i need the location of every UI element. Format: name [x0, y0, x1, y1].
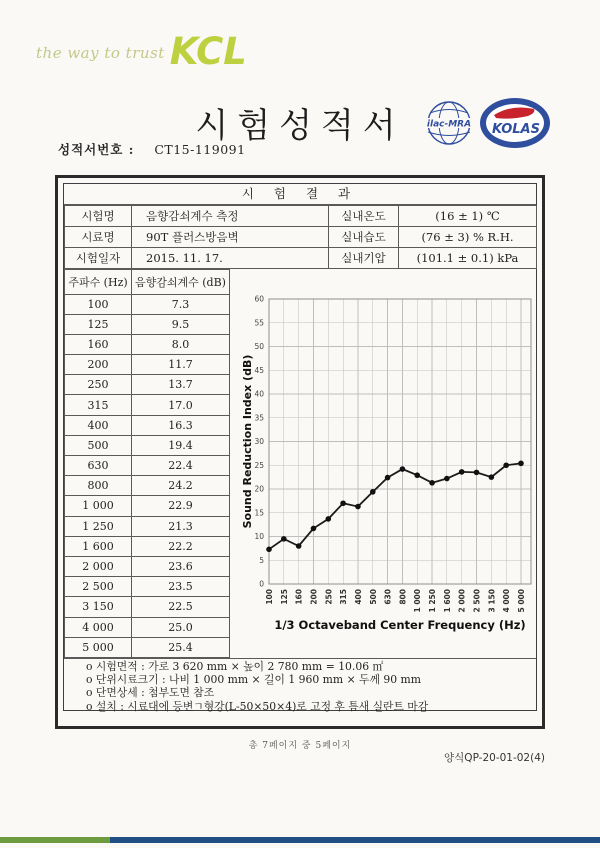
x-tick-label: 125: [279, 589, 289, 605]
freq-row: [65, 496, 230, 516]
result-table-title: 시 험 결 과: [64, 184, 536, 205]
info-label: 시험명: [65, 206, 132, 227]
y-tick-label: 10: [254, 532, 264, 542]
data-point: [325, 516, 331, 522]
freq-cell-hz: 400: [65, 415, 132, 435]
info-label: 시료명: [65, 227, 132, 248]
freq-cell-hz: 500: [65, 435, 132, 455]
info-value: 90T 플러스방음벽: [132, 227, 329, 248]
freq-row: [65, 516, 230, 536]
result-table: [63, 183, 537, 711]
x-tick-label: 200: [309, 589, 319, 605]
freq-cell-hz: 160: [65, 334, 132, 354]
data-point: [444, 476, 450, 482]
freq-cell-db: 22.2: [132, 536, 230, 556]
freq-cell-hz: 250: [65, 375, 132, 395]
data-point: [340, 500, 346, 506]
kcl-logo: [36, 30, 247, 73]
data-point: [296, 543, 302, 549]
x-tick-label: 630: [383, 589, 393, 605]
freq-cell-hz: 2 000: [65, 556, 132, 576]
freq-row: [65, 536, 230, 556]
freq-row: [65, 617, 230, 637]
y-tick-label: 40: [254, 389, 264, 399]
info-value: (76 ± 3) % R.H.: [399, 227, 537, 248]
freq-row: [65, 476, 230, 496]
data-point: [474, 470, 480, 476]
freq-row: [65, 637, 230, 657]
info-label: 실내습도: [329, 227, 399, 248]
info-label: 시험일자: [65, 248, 132, 269]
data-point: [281, 536, 287, 542]
freq-cell-hz: 315: [65, 395, 132, 415]
y-tick-label: 35: [254, 413, 264, 423]
data-point: [429, 480, 435, 486]
data-point: [400, 466, 406, 472]
freq-cell-db: 23.6: [132, 556, 230, 576]
data-point: [385, 475, 391, 481]
freq-row: [65, 415, 230, 435]
freq-cell-db: 19.4: [132, 435, 230, 455]
freq-cell-hz: 100: [65, 294, 132, 314]
y-tick-label: 50: [254, 342, 264, 352]
x-tick-label: 5 000: [517, 589, 526, 613]
freq-cell-hz: 800: [65, 476, 132, 496]
kolas-icon: [478, 96, 552, 150]
freq-cell-hz: 3 150: [65, 597, 132, 617]
info-value: 음향감쇠계수 측정: [132, 206, 329, 227]
test-info-table: [64, 205, 537, 269]
freq-cell-db: 8.0: [132, 334, 230, 354]
freq-row: [65, 314, 230, 334]
freq-cell-hz: 1 250: [65, 516, 132, 536]
data-point: [518, 461, 524, 467]
x-axis-title: 1/3 Octaveband Center Frequency (Hz): [274, 618, 526, 632]
freq-cell-hz: 200: [65, 355, 132, 375]
report-number-value: CT15-119091: [154, 142, 246, 157]
certification-badges: [424, 96, 552, 150]
freq-row: [65, 456, 230, 476]
info-label: 실내기압: [329, 248, 399, 269]
data-point: [489, 474, 495, 480]
x-tick-label: 2 000: [457, 589, 467, 613]
data-point: [414, 472, 420, 478]
y-tick-label: 15: [254, 508, 264, 518]
freq-cell-db: 9.5: [132, 314, 230, 334]
data-point: [370, 489, 376, 495]
note-line: o 단위시료크기 : 나비 1 000 mm × 길이 1 960 mm × 두께 90 mm: [86, 673, 421, 687]
freq-cell-db: 25.0: [132, 617, 230, 637]
report-number-label: 성적서번호 :: [58, 142, 135, 157]
y-tick-label: 45: [254, 365, 264, 375]
y-tick-label: 30: [254, 437, 264, 447]
x-tick-label: 315: [339, 589, 349, 605]
freq-cell-db: 22.5: [132, 597, 230, 617]
notes-section: [64, 658, 536, 712]
freq-cell-hz: 1 000: [65, 496, 132, 516]
info-value: 2015. 11. 17.: [132, 248, 329, 269]
bottom-bar-blue-segment: [110, 837, 600, 843]
freq-cell-db: 21.3: [132, 516, 230, 536]
freq-header-row: [65, 270, 230, 295]
x-tick-label: 100: [265, 589, 274, 605]
kolas-label: KOLAS: [491, 122, 541, 137]
y-tick-label: 0: [259, 579, 264, 589]
chart-area: [229, 269, 536, 658]
result-outer-border: [55, 175, 545, 729]
freq-cell-db: 22.4: [132, 456, 230, 476]
freq-cell-hz: 125: [65, 314, 132, 334]
x-tick-label: 250: [324, 589, 334, 605]
freq-row: [65, 577, 230, 597]
freq-cell-db: 17.0: [132, 395, 230, 415]
note-line: o 단면상세 : 첨부도면 참조: [86, 686, 215, 700]
x-tick-label: 160: [294, 589, 304, 605]
freq-cell-db: 24.2: [132, 476, 230, 496]
page-count-text: 총 7페이지 중 5페이지: [248, 741, 352, 751]
freq-row: [65, 294, 230, 314]
freq-cell-db: 7.3: [132, 294, 230, 314]
note-line: o 설치 : 시료대에 등변ㄱ형강(L-50×50×4)로 고정 후 틈새 실란트 마감: [86, 699, 429, 713]
bottom-color-bar: [0, 837, 600, 843]
info-row: [65, 206, 537, 227]
report-number: [58, 140, 246, 158]
y-axis-title: Sound Reduction Index (dB): [241, 354, 254, 529]
data-point: [311, 526, 317, 532]
note-line: o 시험면적 : 가로 3 620 mm × 높이 2 780 mm = 10.06 ㎡: [86, 660, 384, 673]
x-tick-label: 1 600: [442, 589, 452, 613]
ilac-mra-label: ilac-MRA: [426, 119, 472, 130]
y-tick-label: 5: [259, 555, 264, 565]
sound-reduction-chart: [229, 269, 536, 658]
data-point: [503, 462, 509, 468]
freq-cell-db: 25.4: [132, 637, 230, 657]
y-tick-label: 25: [254, 460, 264, 470]
info-row: [65, 227, 537, 248]
freq-cell-hz: 4 000: [65, 617, 132, 637]
x-tick-label: 2 500: [472, 589, 482, 613]
frequency-table: [64, 269, 230, 658]
freq-cell-db: 11.7: [132, 355, 230, 375]
freq-row: [65, 435, 230, 455]
data-point: [459, 469, 465, 475]
logo-tagline: the way to trust: [36, 44, 165, 62]
freq-row: [65, 556, 230, 576]
freq-row: [65, 355, 230, 375]
x-tick-label: 3 150: [487, 589, 497, 613]
freq-cell-hz: 630: [65, 456, 132, 476]
x-tick-label: 4 000: [502, 589, 512, 613]
data-point: [355, 504, 361, 510]
x-tick-label: 500: [368, 589, 378, 605]
info-value: (16 ± 1) ℃: [399, 206, 537, 227]
info-row: [65, 248, 537, 269]
x-tick-label: 800: [398, 589, 408, 605]
info-value: (101.1 ± 0.1) kPa: [399, 248, 537, 269]
kcl-logo-text: KCL: [169, 30, 247, 73]
data-point: [266, 547, 272, 553]
freq-column-header: 주파수 (Hz): [65, 270, 132, 295]
form-number-text: 양식QP-20-01-02(4): [444, 752, 545, 764]
info-label: 실내온도: [329, 206, 399, 227]
freq-column-header: 음향감쇠계수 (dB): [132, 270, 230, 295]
ilac-mra-icon: [424, 96, 474, 150]
y-tick-label: 60: [254, 294, 264, 304]
freq-row: [65, 375, 230, 395]
freq-row: [65, 334, 230, 354]
freq-cell-hz: 1 600: [65, 536, 132, 556]
freq-cell-db: 23.5: [132, 577, 230, 597]
result-main-area: [64, 269, 536, 658]
freq-row: [65, 597, 230, 617]
freq-cell-hz: 5 000: [65, 637, 132, 657]
x-tick-label: 1 250: [428, 589, 438, 613]
page-title: 시험성적서: [195, 106, 405, 146]
x-tick-label: 400: [353, 589, 363, 605]
freq-row: [65, 395, 230, 415]
bottom-bar-green-segment: [0, 837, 110, 843]
y-tick-label: 20: [254, 484, 264, 494]
freq-cell-db: 13.7: [132, 375, 230, 395]
freq-cell-db: 22.9: [132, 496, 230, 516]
x-tick-label: 1 000: [413, 589, 423, 613]
freq-cell-db: 16.3: [132, 415, 230, 435]
y-tick-label: 55: [254, 318, 264, 328]
freq-cell-hz: 2 500: [65, 577, 132, 597]
